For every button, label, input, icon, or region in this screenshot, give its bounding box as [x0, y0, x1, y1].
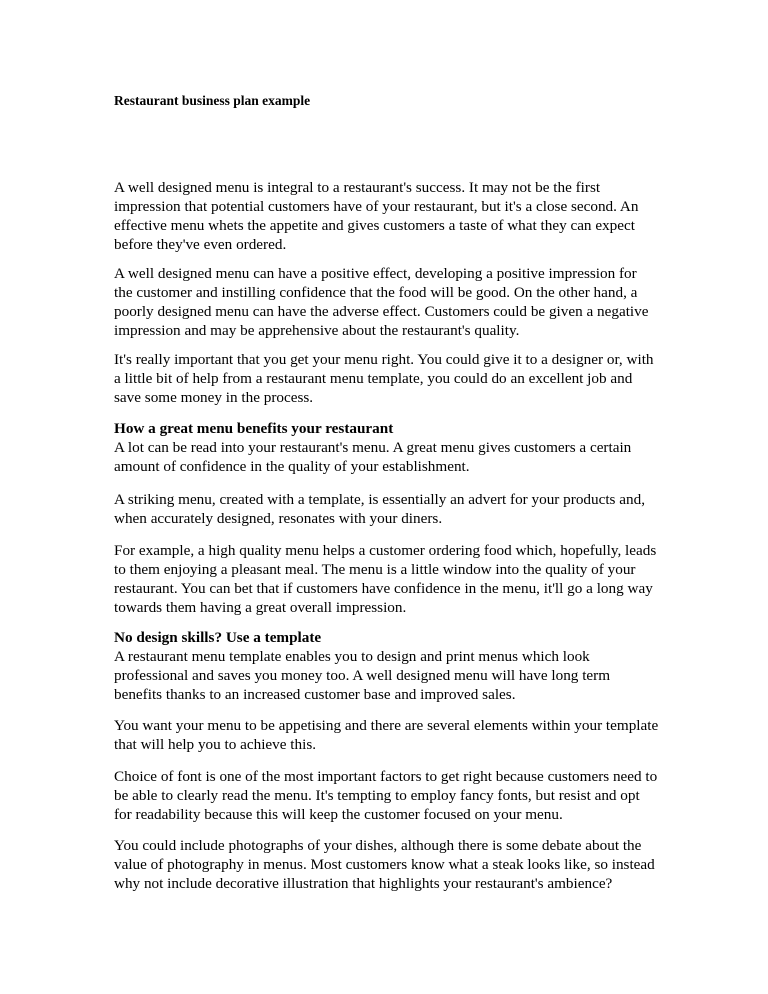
section-paragraph: A lot can be read into your restaurant's menu. A great menu gives customers a certain amount of confidence in the quality of your establishment. [114, 439, 632, 475]
section1-paragraph-3: For example, a high quality menu helps a customer ordering food which, hopefully, leads to them enjoying a pleasant meal. The menu is a little window into the quality of your restaurant. You can bet that if customers have confidence in the menu, it'll go a long way towards them having a great overall impression. [114, 542, 657, 616]
section-heading: How a great menu benefits your restaurant [114, 420, 394, 437]
section2-paragraph-4: You could include photographs of your dishes, although there is some debate about the value of photography in menus. Most customers know what a steak looks like, so instead why not include decorative illustration that highlights your restaurant's ambience? [114, 837, 655, 892]
section2-paragraph-3: Choice of font is one of the most important factors to get right because customers need to be able to clearly read the menu. It's tempting to employ fancy fonts, but resist and opt for readability because this will keep the customer focused on your menu. [114, 768, 658, 823]
section1-paragraph-2: A striking menu, created with a template, is essentially an advert for your products and, when accurately designed, resonates with your diners. [114, 491, 645, 527]
section-paragraph: A restaurant menu template enables you to design and print menus which look professional and saves you money too. A well designed menu will have long term benefits thanks to an increased customer base and improved sales. [114, 648, 611, 703]
intro-paragraph-2: A well designed menu can have a positive effect, developing a positive impression for the customer and instilling confidence that the food will be good. On the other hand, a poorly designed menu can have the adverse effect. Customers could be given a negative impression and may be apprehensive about the restaurant's quality. [114, 265, 649, 339]
section2-paragraph-2: You want your menu to be appetising and there are several elements within your template that will help you to achieve this. [114, 717, 659, 753]
section-heading: No design skills? Use a template [114, 629, 322, 646]
intro-paragraph-1: A well designed menu is integral to a restaurant's success. It may not be the first impression that potential customers have of your restaurant, but it's a close second. An effective menu whets the appetite and gives customers a taste of what they can expect before they've even ordered. [114, 179, 639, 253]
document-title: Restaurant business plan example [114, 93, 311, 108]
section-menu-benefits [114, 419, 659, 476]
intro-paragraph-3: It's really important that you get your menu right. You could give it to a designer or, with a little bit of help from a restaurant menu template, you could do an excellent job and save some money in the process. [114, 351, 654, 406]
section-use-template [114, 628, 659, 704]
